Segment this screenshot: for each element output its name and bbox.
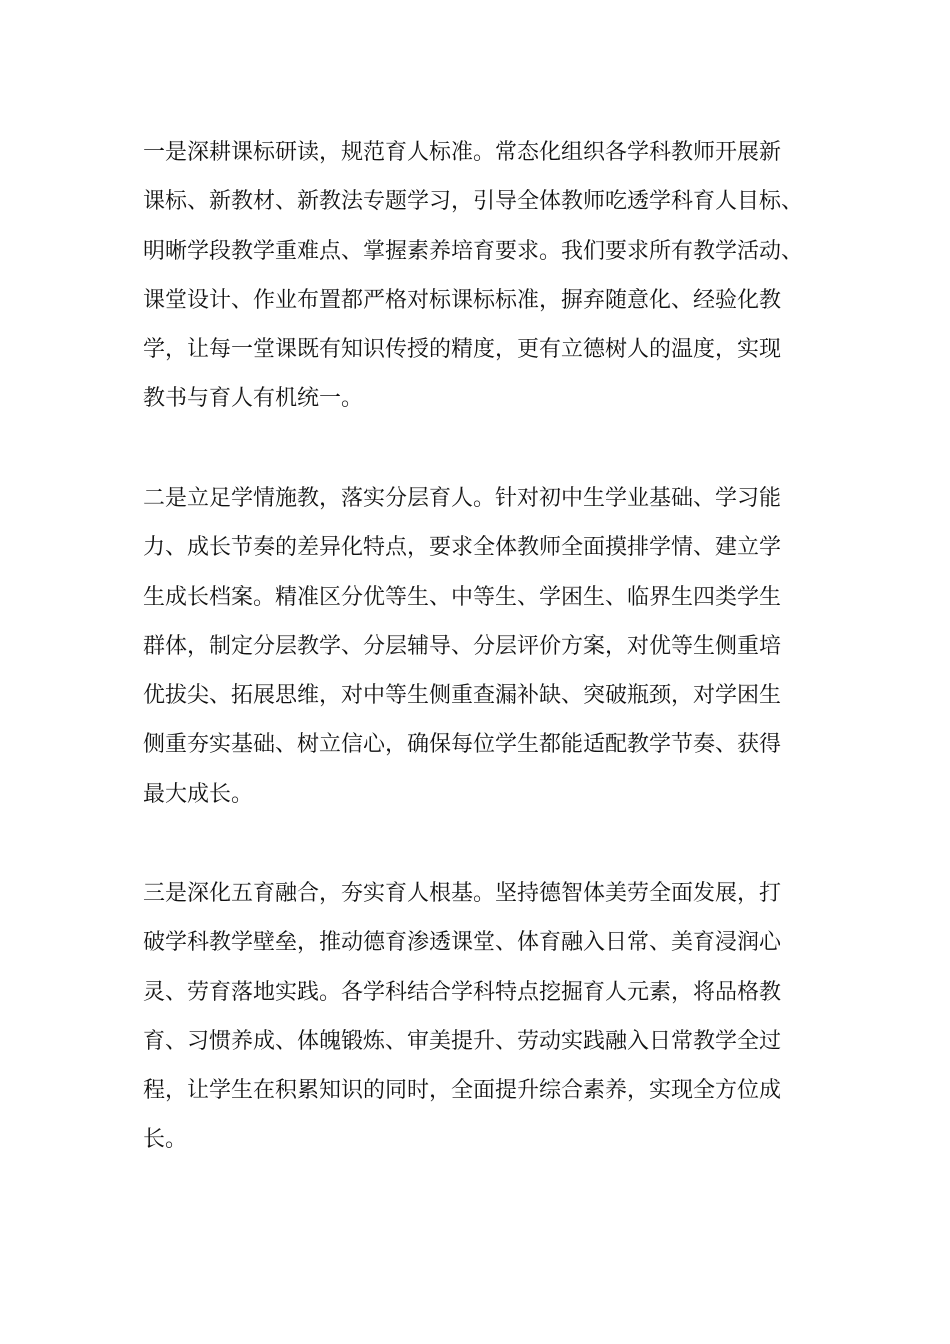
paragraph-line: 优拔尖、拓展思维，对中等生侧重查漏补缺、突破瓶颈，对学困生: [143, 683, 782, 709]
paragraph-line: 明晰学段教学重难点、掌握素养培育要求。我们要求所有教学活动、: [143, 238, 804, 264]
paragraph-line: 一是深耕课标研读，规范育人标准。常态化组织各学科教师开展新: [143, 140, 782, 165]
paragraph-1: [143, 128, 803, 424]
paragraph-line: 育、习惯养成、体魄锻炼、审美提升、劳动实践融入日常教学全过: [143, 1028, 782, 1054]
paragraph-line: 课标、新教材、新教法专题学习，引导全体教师吃透学科育人目标、: [143, 189, 804, 215]
paragraph-line: 教书与育人有机统一。: [143, 386, 364, 412]
paragraph-line: 力、成长节奏的差异化特点，要求全体教师全面摸排学情、建立学: [143, 535, 782, 561]
paragraph-line: 灵、劳育落地实践。各学科结合学科特点挖掘育人元素，将品格教: [143, 979, 782, 1005]
paragraph-3: [143, 869, 781, 1165]
paragraph-line: 课堂设计、作业布置都严格对标课标标准，摒弃随意化、经验化教: [143, 287, 782, 313]
paragraph-line: 侧重夯实基础、树立信心，确保每位学生都能适配教学节奏、获得: [143, 732, 782, 758]
paragraph-line: 群体，制定分层教学、分层辅导、分层评价方案，对优等生侧重培: [143, 633, 782, 659]
paragraph-line: 学，让每一堂课既有知识传授的精度，更有立德树人的温度，实现: [143, 337, 782, 363]
paragraph-line: 最大成长。: [143, 781, 254, 807]
paragraph-line: 二是立足学情施教，落实分层育人。针对初中生学业基础、学习能: [143, 486, 782, 511]
paragraph-line: 三是深化五育融合，夯实育人根基。坚持德智体美劳全面发展，打: [143, 881, 782, 906]
paragraph-line: 程，让学生在积累知识的同时，全面提升综合素养，实现全方位成: [143, 1078, 782, 1104]
paragraph-line: 长。: [143, 1127, 188, 1153]
paragraph-line: 生成长档案。精准区分优等生、中等生、学困生、临界生四类学生: [143, 584, 782, 610]
paragraph-line: 破学科教学壁垒，推动德育渗透课堂、体育融入日常、美育浸润心: [143, 930, 782, 956]
paragraph-2: [143, 474, 781, 819]
